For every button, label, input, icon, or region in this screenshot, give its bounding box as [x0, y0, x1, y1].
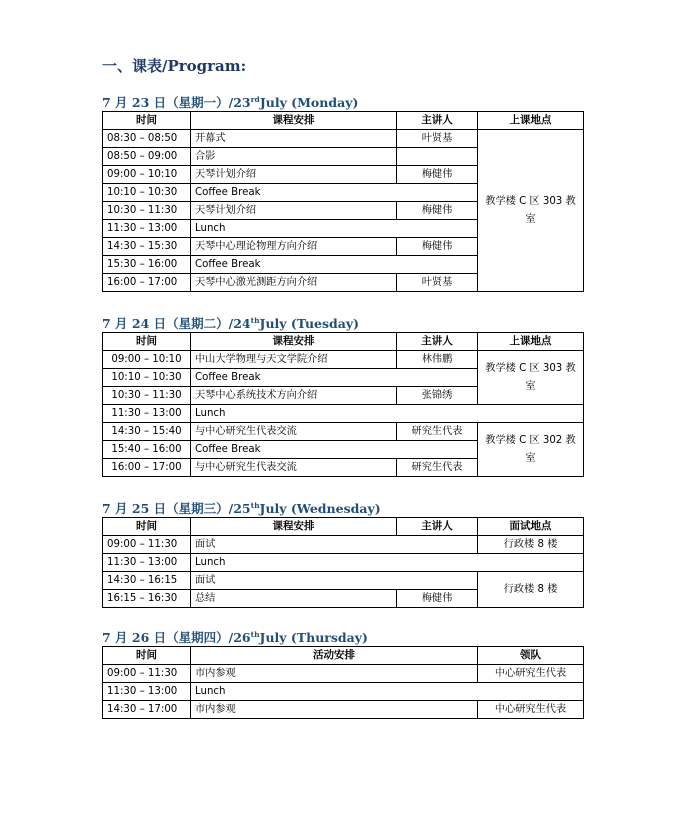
course-cell: 天琴中心系统技术方向介绍 — [191, 387, 397, 405]
day-heading-thursday: 7 月 26 日（星期四）/26thJuly (Thursday) — [102, 629, 368, 645]
time-cell: 14:30 – 15:30 — [103, 238, 191, 256]
table-header-row — [103, 518, 584, 536]
course-cell: Lunch — [191, 405, 584, 423]
col-header-speaker: 主讲人 — [397, 333, 478, 351]
col-header-time: 时间 — [103, 112, 191, 130]
speaker-cell: 林伟鹏 — [397, 351, 478, 369]
course-cell: 合影 — [191, 148, 397, 166]
activity-cell: 市内参观 — [191, 665, 478, 683]
location-cell: 行政楼 8 楼 — [478, 572, 584, 608]
table-row — [103, 572, 584, 590]
location-cell: 教学楼 C 区 302 教室 — [478, 423, 584, 477]
course-cell: 开幕式 — [191, 130, 397, 148]
schedule-table-wednesday — [102, 517, 584, 608]
course-cell: 天琴计划介绍 — [191, 166, 397, 184]
table-row — [103, 351, 584, 369]
speaker-cell: 梅健伟 — [397, 202, 478, 220]
course-cell: 中山大学物理与天文学院介绍 — [191, 351, 397, 369]
day-heading-monday: 7 月 23 日（星期一）/23rdJuly (Monday) — [102, 94, 359, 110]
col-header-course: 课程安排 — [191, 333, 397, 351]
time-cell: 10:30 – 11:30 — [103, 202, 191, 220]
schedule-table-monday — [102, 111, 584, 292]
speaker-cell: 叶贤基 — [397, 130, 478, 148]
course-cell: 面试 — [191, 536, 478, 554]
speaker-cell: 梅健伟 — [397, 238, 478, 256]
col-header-time: 时间 — [103, 647, 191, 665]
location-cell: 行政楼 8 楼 — [478, 536, 584, 554]
time-cell: 16:00 – 17:00 — [103, 459, 191, 477]
col-header-speaker: 主讲人 — [397, 518, 478, 536]
time-cell: 10:10 – 10:30 — [103, 369, 191, 387]
activity-cell: Lunch — [191, 683, 584, 701]
course-cell: Coffee Break — [191, 256, 478, 274]
speaker-cell: 张锦绣 — [397, 387, 478, 405]
schedule-table-thursday — [102, 646, 584, 719]
course-cell: 总结 — [191, 590, 397, 608]
day-heading-wednesday: 7 月 25 日（星期三）/25thJuly (Wednesday) — [102, 500, 381, 516]
table-header-row — [103, 647, 584, 665]
table-row — [103, 536, 584, 554]
table-row — [103, 423, 584, 441]
course-cell: 与中心研究生代表交流 — [191, 459, 397, 477]
activity-cell: 市内参观 — [191, 701, 478, 719]
time-cell: 11:30 – 13:00 — [103, 405, 191, 423]
speaker-cell: 研究生代表 — [397, 423, 478, 441]
time-cell: 11:30 – 13:00 — [103, 683, 191, 701]
time-cell: 15:40 – 16:00 — [103, 441, 191, 459]
speaker-cell — [397, 148, 478, 166]
speaker-cell: 梅健伟 — [397, 590, 478, 608]
time-cell: 14:30 – 17:00 — [103, 701, 191, 719]
course-cell: 与中心研究生代表交流 — [191, 423, 397, 441]
location-cell: 教学楼 C 区 303 教室 — [478, 351, 584, 405]
course-cell: 天琴计划介绍 — [191, 202, 397, 220]
time-cell: 09:00 – 10:10 — [103, 351, 191, 369]
col-header-location: 上课地点 — [478, 112, 584, 130]
time-cell: 11:30 – 13:00 — [103, 220, 191, 238]
table-row — [103, 683, 584, 701]
col-header-course: 课程安排 — [191, 518, 397, 536]
time-cell: 11:30 – 13:00 — [103, 554, 191, 572]
time-cell: 09:00 – 11:30 — [103, 665, 191, 683]
location-cell: 教学楼 C 区 303 教室 — [478, 130, 584, 292]
day-heading-tuesday: 7 月 24 日（星期二）/24thJuly (Tuesday) — [102, 315, 360, 331]
time-cell: 08:50 – 09:00 — [103, 148, 191, 166]
time-cell: 09:00 – 11:30 — [103, 536, 191, 554]
table-row — [103, 554, 584, 572]
schedule-table-tuesday — [102, 332, 584, 477]
time-cell: 08:30 – 08:50 — [103, 130, 191, 148]
speaker-cell: 叶贤基 — [397, 274, 478, 292]
col-header-activity: 活动安排 — [191, 647, 478, 665]
col-header-time: 时间 — [103, 518, 191, 536]
col-header-location: 面试地点 — [478, 518, 584, 536]
course-cell: 天琴中心激光测距方向介绍 — [191, 274, 397, 292]
course-cell: Coffee Break — [191, 184, 478, 202]
table-header-row — [103, 333, 584, 351]
col-header-speaker: 主讲人 — [397, 112, 478, 130]
time-cell: 09:00 – 10:10 — [103, 166, 191, 184]
table-row — [103, 665, 584, 683]
course-cell: Lunch — [191, 554, 584, 572]
table-header-row — [103, 112, 584, 130]
time-cell: 10:30 – 11:30 — [103, 387, 191, 405]
speaker-cell: 梅健伟 — [397, 166, 478, 184]
time-cell: 16:15 – 16:30 — [103, 590, 191, 608]
course-cell: Coffee Break — [191, 369, 478, 387]
col-header-leader: 领队 — [478, 647, 584, 665]
course-cell: 面试 — [191, 572, 478, 590]
table-row — [103, 130, 584, 148]
time-cell: 14:30 – 15:40 — [103, 423, 191, 441]
table-row — [103, 405, 584, 423]
time-cell: 16:00 – 17:00 — [103, 274, 191, 292]
leader-cell: 中心研究生代表 — [478, 665, 584, 683]
speaker-cell: 研究生代表 — [397, 459, 478, 477]
table-row — [103, 701, 584, 719]
course-cell: Lunch — [191, 220, 478, 238]
leader-cell: 中心研究生代表 — [478, 701, 584, 719]
time-cell: 10:10 – 10:30 — [103, 184, 191, 202]
course-cell: Coffee Break — [191, 441, 478, 459]
col-header-location: 上课地点 — [478, 333, 584, 351]
col-header-course: 课程安排 — [191, 112, 397, 130]
col-header-time: 时间 — [103, 333, 191, 351]
course-cell: 天琴中心理论物理方向介绍 — [191, 238, 397, 256]
time-cell: 15:30 – 16:00 — [103, 256, 191, 274]
page-title: 一、课表/Program: — [102, 57, 247, 75]
time-cell: 14:30 – 16:15 — [103, 572, 191, 590]
